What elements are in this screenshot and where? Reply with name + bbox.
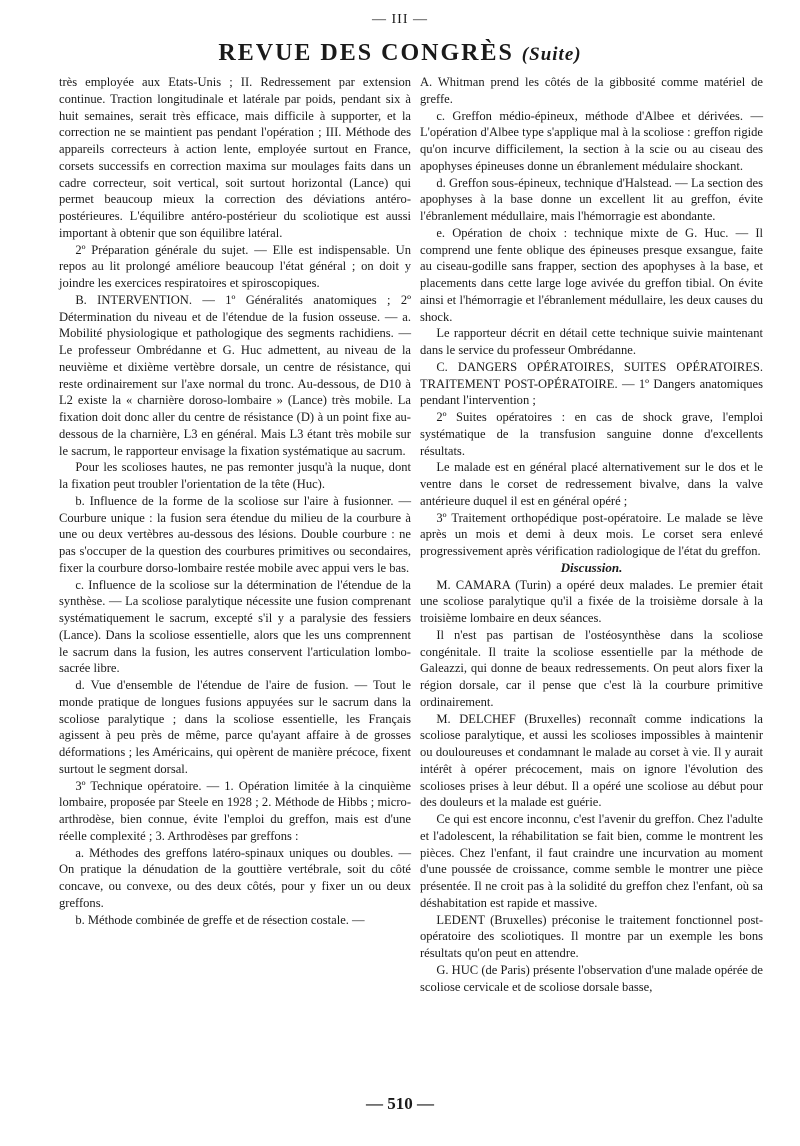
page-number: — 510 —	[366, 1094, 434, 1113]
left-column	[59, 74, 411, 928]
paragraph: Le rapporteur décrit en détail cette technique suivie maintenant dans le service du professeur Ombrédanne.	[420, 326, 763, 357]
folio: — III —	[372, 12, 428, 27]
paragraph: 2º Suites opératoires : en cas de shock grave, l'emploi systématique de la transfusion sanguine donne d'excellents résultats.	[420, 410, 763, 458]
page-title	[0, 40, 800, 67]
paragraph: 2º Préparation générale du sujet. — Elle est indispensable. Un repos au lit prolongé améliore beaucoup l'état général ; on doit y joindre les exercices respiratoires et spiroscopiques.	[59, 242, 411, 290]
paragraph: très employée aux Etats-Unis ; II. Redressement par extension continue. Traction longitudinale et latérale par poids, pendant six à huit semaines, serait très efficace, mais difficile à supporter, et la correction ne se maintient pas pendant l'opération ; III. Méthode des appareils correcteurs à action lente, employée surtout en France, corsets successifs en correction maxima sur moulages faits dans un cadre correcteur, soit vertical, soit surtout horizontal (Lance) qui permet beaucoup mieux la correction des déviations antéro-postérieures. L'équilibre antéro-postérieur du scoliotique est aussi important à obtenir que son équilibre latéral.	[59, 75, 411, 240]
discussion-paragraph: Il n'est pas partisan de l'ostéosynthèse dans la scoliose congénitale. Il traite la scoliose essentielle par la méthode de Galeazzi, qui donne de beaux redressements. On peut alors fixer la région dorsale, car il pense que c'est là la courbure primitive ordinairement.	[420, 627, 763, 709]
discussion-paragraph: G. HUC (de Paris) présente l'observation d'une malade opérée de scoliose cervicale et de scoliose dorsale basse,	[420, 962, 763, 994]
discussion-paragraph: M. DELCHEF (Bruxelles) reconnaît comme indications la scoliose paralytique, et aussi les scolioses impossibles à maintenir ou douloureuses et condamnant le malade au corset à vie. Il y aurait intérêt à opérer précocement, mais on ignore l'évolution des scolioses prises à leur début. Il a opéré une scoliose au début pour des douleurs et la malade est guérie.	[420, 711, 763, 810]
title-main: REVUE DES CONGRÈS	[218, 40, 514, 66]
title-suffix: (Suite)	[521, 44, 582, 65]
paragraph: A. Whitman prend les côtés de la gibbosité comme matériel de greffe.	[420, 75, 763, 106]
paragraph: Pour les scolioses hautes, ne pas remonter jusqu'à la nuque, dont la fixation peut troubler l'orientation de la tête (Huc).	[59, 460, 411, 491]
discussion-paragraph: LEDENT (Bruxelles) préconise le traitement fonctionnel post-opératoire des scoliotiques. Il montre par un exemple les bons résultats qu'on peut en attendre.	[420, 912, 763, 960]
paragraph: e. Opération de choix : technique mixte de G. Huc. — Il comprend une fente oblique des épineuses presque exsangue, faite au ciseau-godille sans frapper, section des apophyses à la base, et placements dans cette large loge avivée du greffon tibial. On évite ainsi et l'hémorragie et l'ébranlement médullaire, les deux causes du shock.	[420, 225, 763, 324]
right-column	[420, 74, 763, 995]
paragraph: d. Greffon sous-épineux, technique d'Halstead. — La section des apophyses à la base donne un excellent lit au greffon, évite l'ébranlement médullaire, mais l'hémorragie est abondante.	[420, 175, 763, 223]
discussion-heading: Discussion.	[560, 559, 623, 575]
paragraph: b. Méthode combinée de greffe et de résection costale. —	[75, 912, 365, 927]
paragraph: 3º Traitement orthopédique post-opératoire. Le malade se lève après un mois et demi à deux mois. Le corset sera enlevé progressivement après vérification radiologique de l'état du greffon.	[420, 510, 763, 558]
paragraph: 3º Technique opératoire. — 1. Opération limitée à la cinquième lombaire, proposée par Steele en 1928 ; 2. Méthode de Hibbs ; micro-arthrodèse, bien connue, évite l'emploi du greffon, mais est d'une réelle complexité ; 3. Arthrodèses par greffons :	[59, 778, 411, 843]
paragraph: b. Influence de la forme de la scoliose sur l'aire à fusionner. — Courbure unique : la fusion sera étendue du milieu de la courbure à une ou deux vertèbres au-dessous des lésions. Double courbure : ne pas s'occuper de la question des courbures primitives ou secondaires, fixer la courbure dorso-lombaire restée mobile avec appui vers le bas.	[59, 493, 411, 575]
paragraph: Le malade est en général placé alternativement sur le dos et le ventre dans le corset de redressement bivalve, dans la valve antérieure duquel il est en général opéré ;	[420, 460, 763, 508]
paragraph: a. Méthodes des greffons latéro-spinaux uniques ou doubles. — On pratique la dénudation de la gouttière vertébrale, soit du côté concave, ou convexe, ou des deux côtés, pour y fixer un ou deux greffons.	[59, 845, 411, 910]
paragraph: c. Greffon médio-épineux, méthode d'Albee et dérivées. — L'opération d'Albee type s'applique mal à la scoliose : greffon rigide qu'on incurve difficilement, la section à la scie ou au ciseau des apophyses épineuses donne un ébranlement médulaire shockant.	[420, 108, 763, 173]
paragraph: c. Influence de la scoliose sur la détermination de l'étendue de la synthèse. — La scoliose paralytique nécessite une fusion comprenant systématiquement le sacrum, excepté s'il y a paralysie des fessiers (Lance). Dans la scoliose essentielle, alors que les uns comprennent le sacrum dans la fusion, les autres conservent l'articulation lombo-sacrée libre.	[59, 577, 411, 676]
discussion-paragraph: M. CAMARA (Turin) a opéré deux malades. Le premier était une scoliose paralytique qu'il a fixée de la troisième dorsale à la troisième lombaire en deux séances.	[420, 577, 763, 625]
paragraph: d. Vue d'ensemble de l'étendue de l'aire de fusion. — Tout le monde pratique de longues fusions appuyées sur le sacrum dans la scoliose paralytique ; dans la scoliose essentielle, les Français agissent à peu près de même, parce qu'ayant affaire à de grosses déformations ; les Américains, qui opèrent de manière précoce, fixent surtout le segment dorsal.	[59, 678, 411, 776]
discussion-paragraph: Ce qui est encore inconnu, c'est l'avenir du greffon. Chez l'adulte et l'adolescent, la réhabilitation se fait bien, comme le montrent les pièces. Chez l'enfant, il faut craindre une incurvation au moment d'une poussée de croissance, comme semble le montrer une pièce présentée. Il ne croit pas à la solidité du greffon chez l'enfant, où sa déshabitation est rapide et massive.	[420, 812, 763, 910]
paragraph: C. DANGERS OPÉRATOIRES, SUITES OPÉRATOIRES. TRAITEMENT POST-OPÉRATOIRE. — 1º Dangers anatomiques pendant l'intervention ;	[420, 359, 763, 408]
paragraph: B. INTERVENTION. — 1º Généralités anatomiques ; 2º Détermination du niveau et de l'étendue de la fusion osseuse. — a. Mobilité physiologique et pathologique des segments rachidiens. — Le professeur Ombrédanne et G. Huc admettent, au niveau de la neuvième et dixième vertèbre dorsale, un centre de résistance, qui reste ordinairement sur l'axe normal du tronc. Au-dessous, de D10 à L2 existe la « charnière doroso-lombaire » (Lance) très mobile. La fixation doit donc aller du centre de résistance (D) à un point fixe au-dessous de la charnière, L3 en général. Mais L3 étant très mobile sur le sacrum, le rapporteur envisage la fixation systématique au sacrum.	[59, 292, 411, 458]
